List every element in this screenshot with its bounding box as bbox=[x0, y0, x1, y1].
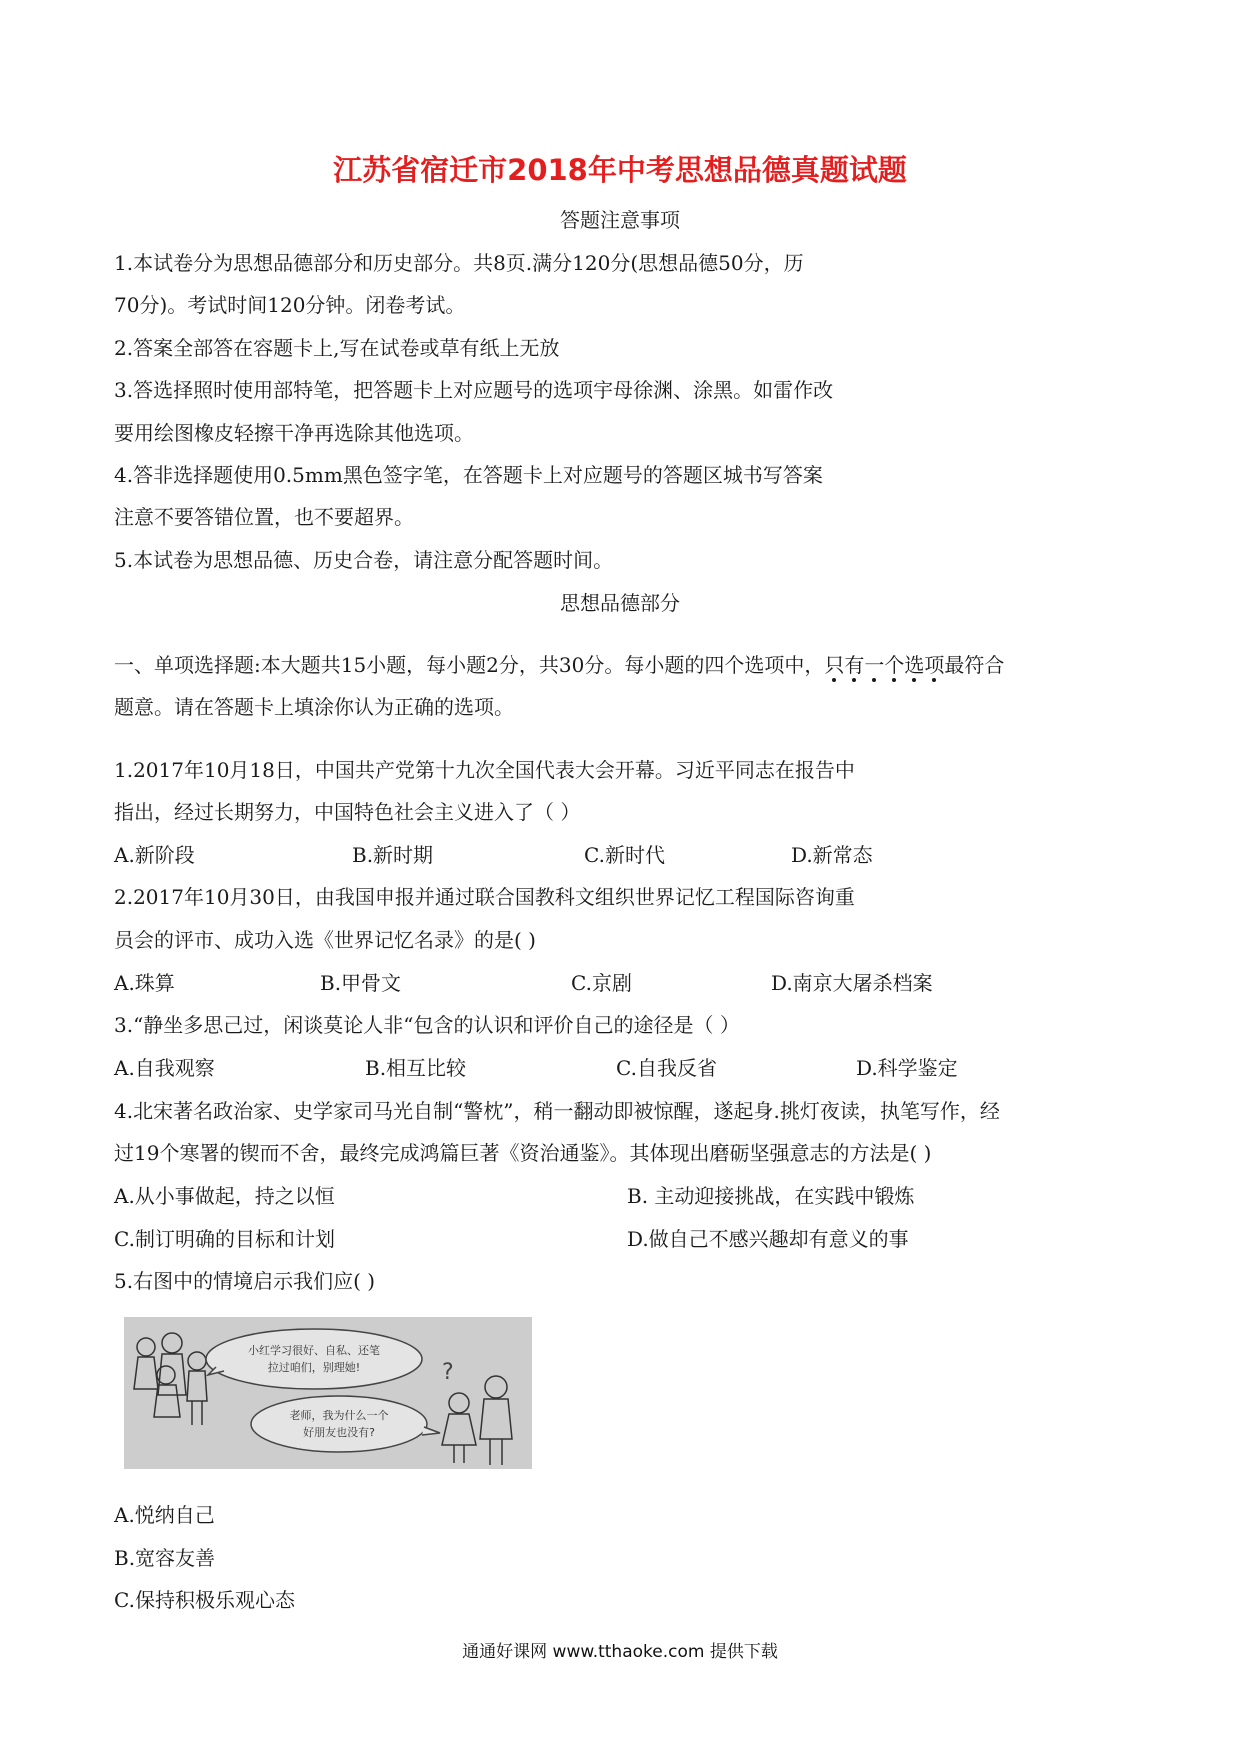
question-4-text: 4.北宋著名政治家、史学家司马光自制“警枕”，稍一翻动即被惊醒，遂起身.挑灯夜读，执笔写作，经 bbox=[114, 1099, 1000, 1123]
option-b: B. 主动迎接挑战，在实践中锻炼 bbox=[627, 1184, 915, 1208]
option-d: D.做自己不感兴趣却有意义的事 bbox=[627, 1227, 909, 1251]
svg-text:?: ? bbox=[442, 1360, 454, 1385]
option-b: B.宽容友善 bbox=[114, 1546, 216, 1570]
question-5-text: 5.右图中的情境启示我们应( ) bbox=[114, 1269, 376, 1293]
section-text: 一、单项选择题:本大题共15小题，每小题2分，共30分。每小题的四个选项中， bbox=[114, 653, 825, 677]
question-2-text: 2.2017年10月30日，由我国申报并通过联合国教科文组织世界记忆工程国际咨询重 bbox=[114, 885, 855, 909]
footer-text: 通通好课网 www.tthaoke.com 提供下载 bbox=[462, 1642, 778, 1662]
emphasis-char: 只 bbox=[824, 653, 845, 677]
option-c: C.制订明确的目标和计划 bbox=[114, 1227, 335, 1251]
option-a: A.珠算 bbox=[114, 971, 175, 995]
notice-heading: 答题注意事项 bbox=[560, 208, 680, 232]
emphasis-text bbox=[824, 653, 944, 677]
option-b: B.相互比较 bbox=[365, 1056, 467, 1080]
option-c: C.保持积极乐观心态 bbox=[114, 1588, 295, 1612]
emphasis-char: 有 bbox=[844, 653, 865, 677]
option-a: A.从小事做起，持之以恒 bbox=[114, 1184, 335, 1208]
notice-line: 2.答案全部答在容题卡上,写在试卷或草有纸上无放 bbox=[114, 336, 560, 360]
notice-line: 要用绘图橡皮轻擦干净再选除其他选项。 bbox=[114, 421, 474, 445]
emphasis-char: 个 bbox=[884, 653, 905, 677]
notice-line: 4.答非选择题使用0.5mm黑色签字笔，在答题卡上对应题号的答题区城书写答案 bbox=[114, 463, 823, 487]
emphasis-char: 选 bbox=[904, 653, 925, 677]
cartoon-bubble-text: 小红学习很好、自私、还笔 bbox=[248, 1344, 380, 1357]
cartoon-bubble-text: 好朋友也没有? bbox=[303, 1426, 375, 1439]
question-1-text: 指出，经过长期努力，中国特色社会主义进入了（ ） bbox=[114, 800, 581, 824]
question-3-text: 3.“静坐多思己过，闲谈莫论人非“包含的认识和评价自己的途径是（ ） bbox=[114, 1013, 740, 1037]
option-c: C.京剧 bbox=[571, 971, 632, 995]
cartoon-bubble-text: 拉过咱们，别理她! bbox=[267, 1361, 361, 1374]
question-2-text: 员会的评市、成功入选《世界记忆名录》的是( ) bbox=[114, 928, 536, 952]
section-instructions bbox=[114, 652, 1004, 678]
option-d: D.南京大屠杀档案 bbox=[771, 971, 933, 995]
notice-line: 3.答选择照时使用部特笔，把答题卡上对应题号的选项宇母徐渊、涂黑。如雷作改 bbox=[114, 378, 834, 402]
notice-line: 1.本试卷分为思想品德部分和历史部分。共8页.满分120分(思想品德50分，历 bbox=[114, 251, 804, 275]
option-b: B.甲骨文 bbox=[320, 971, 402, 995]
option-a: A.自我观察 bbox=[114, 1056, 215, 1080]
option-d: D.新常态 bbox=[791, 843, 873, 867]
option-b: B.新时期 bbox=[352, 843, 434, 867]
page-title: 江苏省宿迁市2018年中考思想品德真题试题 bbox=[333, 153, 907, 187]
notice-line: 5.本试卷为思想品德、历史合卷，请注意分配答题时间。 bbox=[114, 548, 614, 572]
notice-line: 注意不要答错位置，也不要超界。 bbox=[114, 505, 414, 529]
option-a: A.悦纳自己 bbox=[114, 1503, 215, 1527]
cartoon-illustration bbox=[124, 1317, 532, 1469]
part-heading: 思想品德部分 bbox=[560, 591, 680, 615]
cartoon-bubble-text: 老师，我为什么一个 bbox=[289, 1409, 389, 1422]
emphasis-char: 一 bbox=[864, 653, 885, 677]
section-instructions-line2: 题意。请在答题卡上填涂你认为正确的选项。 bbox=[114, 695, 514, 719]
cartoon-drawing bbox=[124, 1317, 532, 1469]
option-c: C.新时代 bbox=[584, 843, 665, 867]
option-a: A.新阶段 bbox=[114, 843, 195, 867]
option-c: C.自我反省 bbox=[616, 1056, 717, 1080]
question-4-text: 过19个寒署的锲而不舍，最终完成鸿篇巨著《资治通鉴》。其体现出磨砺坚强意志的方法是( ) bbox=[114, 1141, 932, 1165]
option-d: D.科学鉴定 bbox=[856, 1056, 958, 1080]
emphasis-char: 项 bbox=[924, 653, 945, 677]
notice-line: 70分)。考试时间120分钟。闭卷考试。 bbox=[114, 293, 466, 317]
section-text: 最符合 bbox=[944, 653, 1005, 677]
question-1-text: 1.2017年10月18日，中国共产党第十九次全国代表大会开幕。习近平同志在报告中 bbox=[114, 758, 855, 782]
